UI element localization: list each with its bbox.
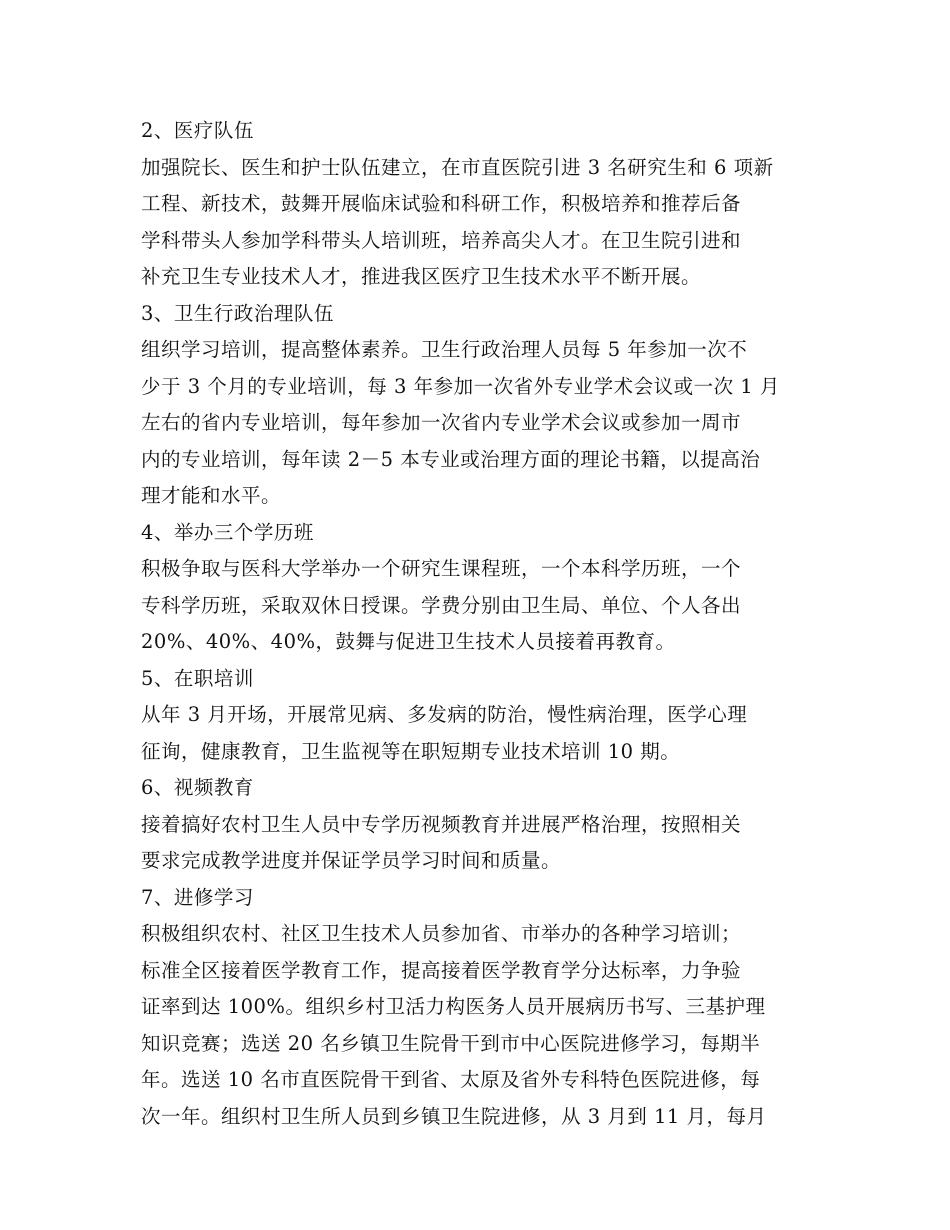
paragraph-line: 年。选送 10 名市直医院骨干到省、太原及省外专科特色医院进修，每 (141, 1068, 761, 1091)
heading-in-service-training: 5、在职培训 (141, 666, 254, 690)
heading-advanced-study: 7、进修学习 (141, 885, 254, 909)
paragraph-line: 专科学历班，采取双休日授课。学费分别由卫生局、单位、个人各出 (141, 593, 742, 617)
paragraph-line: 征询，健康教育，卫生监视等在职短期专业技术培训 10 期。 (141, 739, 681, 763)
heading-degree-classes: 4、举办三个学历班 (141, 520, 314, 544)
paragraph-line: 积极组织农村、社区卫生技术人员参加省、市举办的各种学习培训； (141, 922, 742, 945)
paragraph-line: 积极争取与医科大学举办一个研究生课程班，一个本科学历班，一个 (141, 557, 742, 580)
paragraph-line: 证率到达 100%。组织乡村卫活力构医务人员开展病历书写、三基护理 (141, 995, 766, 1018)
paragraph-line: 内的专业培训，每年读 2－5 本专业或治理方面的理论书籍，以提高治 (141, 447, 761, 471)
paragraph-line: 加强院长、医生和护士队伍建立，在市直医院引进 3 名研究生和 6 项新 (141, 155, 774, 179)
heading-video-education: 6、视频教育 (141, 776, 254, 799)
paragraph-line: 知识竞赛；选送 20 名乡镇卫生院骨干到市中心医院进修学习，每期半 (141, 1031, 761, 1055)
paragraph-line: 理才能和水平。 (141, 484, 282, 507)
paragraph-line: 左右的省内专业培训，每年参加一次省内专业学术会议或参加一周市 (141, 411, 742, 434)
paragraph-line: 20%、40%、40%，鼓舞与促进卫生技术人员接着再教育。 (141, 630, 676, 653)
paragraph-line: 要求完成教学进度并保证学员学习时间和质量。 (141, 849, 562, 872)
heading-admin-team: 3、卫生行政治理队伍 (141, 301, 334, 325)
paragraph-line: 次一年。组织村卫生所人员到乡镇卫生院进修，从 3 月到 11 月，每月 (141, 1104, 767, 1128)
paragraph-line: 学科带头人参加学科带头人培训班，培养高尖人才。在卫生院引进和 (141, 228, 742, 252)
paragraph-line: 标准全区接着医学教育工作，提高接着医学教育学分达标率，力争验 (141, 958, 742, 982)
paragraph-line: 从年 3 月开场，开展常见病、多发病的防治，慢性病治理，医学心理 (141, 703, 748, 726)
paragraph-line: 少于 3 个月的专业培训，每 3 年参加一次省外专业学术会议或一次 1 月 (141, 374, 780, 398)
paragraph-line: 工程、新技术，鼓舞开展临床试验和科研工作，积极培养和推荐后备 (141, 192, 742, 215)
paragraph-line: 组织学习培训，提高整体素养。卫生行政治理人员每 5 年参加一次不 (141, 338, 748, 361)
heading-medical-team: 2、医疗队伍 (141, 119, 254, 142)
document-body (141, 113, 821, 1135)
paragraph-line: 接着搞好农村卫生人员中专学历视频教育并进展严格治理，按照相关 (141, 812, 742, 836)
paragraph-line: 补充卫生专业技术人才，推进我区医疗卫生技术水平不断开展。 (141, 265, 702, 288)
